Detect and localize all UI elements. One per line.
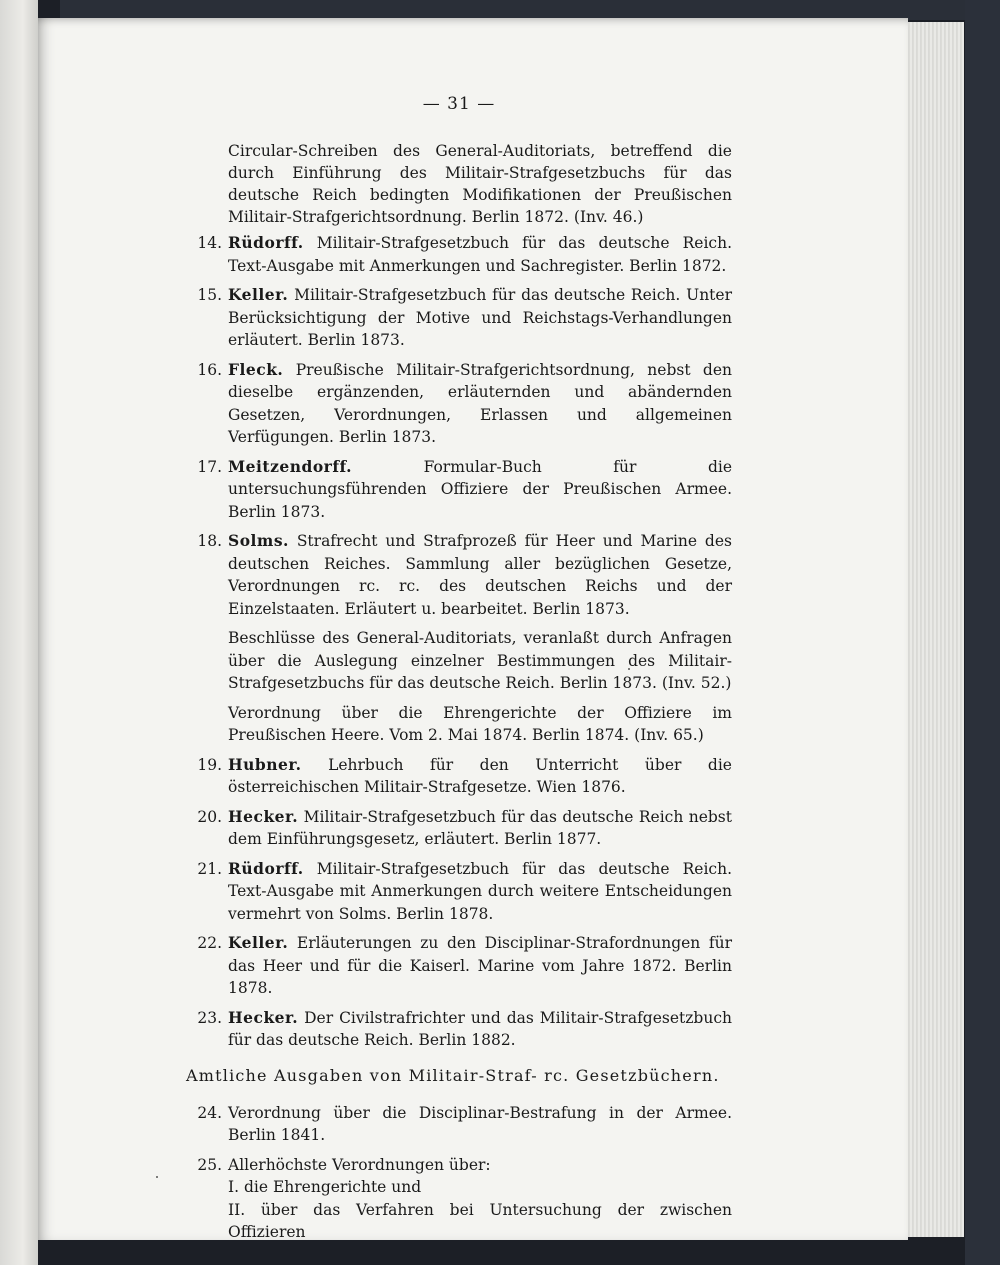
page-stack-edge — [905, 22, 964, 1237]
entry-number: 25. — [197, 1155, 222, 1174]
entry-number: 17. — [197, 457, 222, 476]
paper-speck — [156, 1176, 158, 1178]
entry-25-list — [186, 1176, 732, 1240]
list-item: I. die Ehrengerichte und — [228, 1178, 422, 1196]
entry-20 — [186, 806, 732, 851]
entry-author: Solms. — [228, 531, 289, 550]
entry-text: Lehrbuch für den Unterricht über die österreichischen Militair-Strafgesetze. Wien 1876. — [228, 755, 732, 796]
entry-number: 15. — [197, 286, 222, 304]
entry-text: Preußische Militair-Strafgerichtsordnung, nebst den dieselbe ergänzenden, erläuternden und abändernden Gesetzen, Verordnungen, Erlassen und allgemeinen Verfügungen. Berlin 1873. — [228, 360, 732, 446]
entry-number: 24. — [197, 1103, 222, 1122]
entry-author: Keller. — [228, 933, 289, 952]
entry-author: Rüdorff. — [228, 233, 304, 252]
entry-23 — [186, 1007, 732, 1052]
entry-text: Erläuterungen zu den Disciplinar-Strafordnungen für das Heer und für die Kaiserl. Marine vom Jahre 1872. Berlin 1878. — [228, 934, 732, 997]
entry-author: Hecker. — [228, 1007, 299, 1027]
entry-number: 23. — [197, 1008, 222, 1027]
entry-text: Militair-Strafgesetzbuch für das deutsche Reich. Text-Ausgabe mit Anmerkungen und Sachregister. Berlin 1872. — [228, 234, 732, 275]
entry-author: Hecker. — [228, 806, 299, 826]
entry-author: Keller. — [228, 285, 289, 304]
entry-text: Allerhöchste Verordnungen über: — [228, 1155, 491, 1174]
entry-author: Meitzendorff. — [228, 456, 353, 476]
entry-text: Formular-Buch für die untersuchungsführenden Offiziere der Preußischen Armee. Berlin 1873. — [228, 457, 732, 521]
entry-list — [186, 232, 732, 1240]
entry-number: 16. — [197, 360, 222, 379]
entry-15 — [186, 284, 732, 352]
entry-18 — [186, 530, 732, 620]
entry-21 — [186, 858, 732, 926]
book-cover-right — [965, 0, 1000, 1265]
entry-text: Verordnung über die Disciplinar-Bestrafung in der Armee. Berlin 1841. — [228, 1103, 732, 1144]
entry-number: 18. — [197, 532, 222, 550]
entry-16 — [186, 359, 732, 449]
entry-text: Militair-Strafgesetzbuch für das deutsche Reich. Unter Berücksichtigung der Motive und Reichstags-Verhandlungen erläutert. Berlin 1873. — [228, 286, 732, 349]
entry-text: Strafrecht und Strafprozeß für Heer und Marine des deutschen Reiches. Sammlung aller bezüglichen Gesetze, Verordnungen rc. rc. des deutschen Reichs und der Einzelstaaten. Erläutert u. bearbeitet. Berlin 1873. — [228, 532, 732, 618]
entry-17 — [186, 456, 732, 524]
sub-entry: Beschlüsse des General-Auditoriats, veranlaßt durch Anfragen über die Auslegung einzelner Bestimmungen des Militair-Strafgesetzbuchs für das deutsche Reich. Berlin 1873. (Inv. 52.) — [228, 629, 732, 692]
entry-25 — [186, 1154, 732, 1177]
entry-14 — [186, 232, 732, 277]
intro-paragraph: Circular-Schreiben des General-Auditoriats, betreffend die durch Einführung des Militair-Strafgesetzbuchs für das deutsche Reich bedingten Modifikationen der Preußischen Militair-Strafgerichtsordnung. Berlin 1872. (Inv. 46.) — [228, 142, 732, 226]
entry-24 — [186, 1102, 732, 1147]
entry-text: Der Civilstrafrichter und das Militair-Strafgesetzbuch für das deutsche Reich. Berlin 1882. — [228, 1008, 732, 1049]
book-cover-top — [60, 0, 1000, 20]
section-heading: Amtliche Ausgaben von Militair-Straf- rc. Gesetzbüchern. — [186, 1065, 720, 1085]
book-page — [38, 18, 908, 1240]
entry-text: Militair-Strafgesetzbuch für das deutsche Reich. Text-Ausgabe mit Anmerkungen durch weitere Entscheidungen vermehrt von Solms. Berlin 1878. — [228, 859, 732, 923]
entry-author: Rüdorff. — [228, 858, 304, 878]
entry-number: 21. — [197, 859, 222, 878]
entry-22 — [186, 932, 732, 1000]
entry-19 — [186, 754, 732, 799]
entry-number: 14. — [197, 234, 222, 252]
entry-text: Militair-Strafgesetzbuch für das deutsche Reich nebst dem Einführungsgesetz, erläutert. Berlin 1877. — [228, 807, 732, 848]
entry-number: 19. — [197, 755, 222, 774]
entry-author: Hubner. — [228, 754, 302, 774]
page-number: — 31 — — [422, 94, 496, 114]
list-item: II. über das Verfahren bei Untersuchung der zwischen Offizieren — [228, 1200, 732, 1240]
entry-number: 20. — [197, 807, 222, 826]
previous-page-strip — [0, 0, 38, 1265]
sub-entry: Verordnung über die Ehrengerichte der Offiziere im Preußischen Heere. Vom 2. Mai 1874. Berlin 1874. (Inv. 65.) — [228, 703, 732, 744]
entry-author: Fleck. — [228, 359, 284, 379]
entry-number: 22. — [197, 934, 222, 952]
